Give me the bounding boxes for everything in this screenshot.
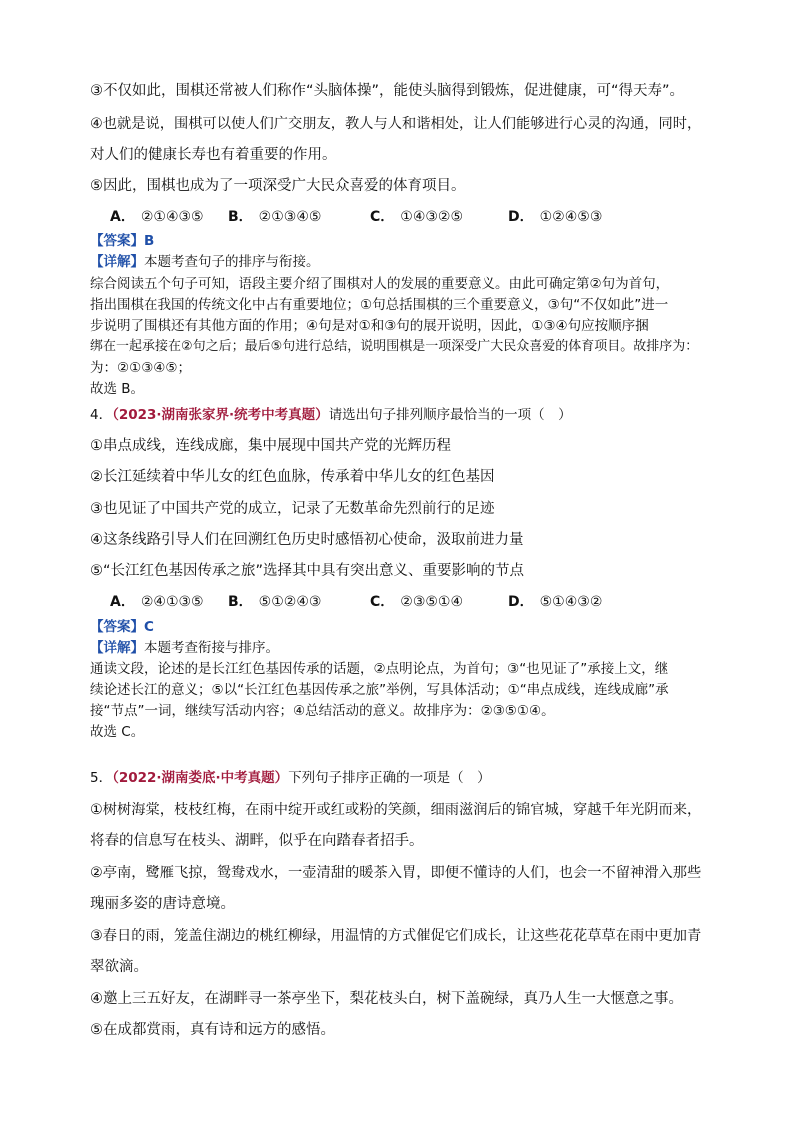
q3-explain-line: 故选 B。 <box>90 381 145 397</box>
q5-sentence: ④邀上三五好友，在湖畔寻一茶亭坐下，梨花枝头白，树下盖碗绿，真乃人生一大惬意之事。 <box>90 991 683 1007</box>
q3-explain-line: 绑在一起承接在②句之后；最后⑤句进行总结，说明围棋是一项深受广大民众喜爱的体育项目。故排序为： <box>90 339 699 354</box>
q4-explain-line: 通读文段，论述的是长江红色基因传承的话题，②点明论点，为首句；③“也见证了”承接上文，继 <box>90 661 669 677</box>
q3-explain-line: 指出围棋在我国的传统文化中占有重要地位；①句总括围棋的三个重要意义，③句“不仅如此”进一 <box>90 297 669 313</box>
q4-sentence: ④这条线路引导人们在回溯红色历史时感悟初心使命，汲取前进力量 <box>90 532 524 548</box>
q3-answer: 【答案】B <box>90 233 155 249</box>
q5-sentence: ③春日的雨，笼盖住湖边的桃红柳绿，用温情的方式催促它们成长，让这些花花草草在雨中更加青 <box>90 928 702 944</box>
q3-option-b: B． ②①③④⑤ <box>228 209 322 225</box>
q5-sentence: 瑰丽多姿的唐诗意境。 <box>90 896 235 912</box>
q4-sentence: ③也见证了中国共产党的成立，记录了无数革命先烈前行的足迹 <box>90 501 495 517</box>
q4-sentence: ①串点成线，连线成廊，集中展现中国共产党的光辉历程 <box>90 438 451 454</box>
q4-header: 4．（2023·湖南张家界·统考中考真题）请选出句子排列顺序最恰当的一项（ ） <box>90 407 572 423</box>
q5-sentence: 翠欲滴。 <box>90 959 148 975</box>
q5-sentence: ②亭南，鹭雁飞掠，鸳鸯戏水，一壶清甜的暖茶入胃，即便不懂诗的人们，也会一不留神滑入那些 <box>90 865 702 881</box>
q4-explain-line: 续论述长江的意义；⑤以“长江红色基因传承之旅”举例，写具体活动；①“串点成线，连线成廊”承 <box>90 682 669 698</box>
q4-explain-line: 接“节点”一词，继续写活动内容；④总结活动的意义。故排序为：②③⑤①④。 <box>90 703 555 719</box>
q5-header: 5．（2022·湖南娄底·中考真题）下列句子排序正确的一项是（ ） <box>90 770 491 786</box>
q3-sentence-4-cont: 对人们的健康长寿也有着重要的作用。 <box>90 147 337 163</box>
q3-explain-line: 综合阅读五个句子可知，语段主要介绍了围棋对人的发展的重要意义。由此可确定第②句为首句， <box>90 276 670 292</box>
q5-sentence: ⑤在成都赏雨，真有诗和远方的感悟。 <box>90 1022 335 1038</box>
q4-option-a: A． ②④①③⑤ <box>110 594 204 610</box>
q4-sentence: ②长江延续着中华儿女的红色血脉，传承着中华儿女的红色基因 <box>90 469 495 485</box>
q4-option-d: D． ⑤①④③② <box>508 594 603 610</box>
q5-sentence: 将春的信息写在枝头、湖畔，似乎在向踏春者招手。 <box>90 833 424 849</box>
q4-explain-header: 【详解】本题考查衔接与排序。 <box>90 640 279 656</box>
q3-sentence-4: ④也就是说，围棋可以使人们广交朋友，教人与人和谐相处，让人们能够进行心灵的沟通，同时， <box>90 116 702 132</box>
q4-sentence: ⑤“长江红色基因传承之旅”选择其中具有突出意义、重要影响的节点 <box>90 563 525 579</box>
q5-sentence: ①树树海棠，枝枝红梅，在雨中绽开或红或粉的笑颜，细雨滋润后的锦官城，穿越千年光阴而来， <box>90 802 702 818</box>
q4-option-c: C． ②③⑤①④ <box>370 594 464 610</box>
q4-answer: 【答案】C <box>90 619 154 635</box>
q3-option-a: A． ②①④③⑤ <box>110 209 204 225</box>
q3-explain-line: 为：②①③④⑤； <box>90 360 192 376</box>
q3-option-d: D． ①②④⑤③ <box>508 209 603 225</box>
q3-sentence-3: ③不仅如此，围棋还常被人们称作“头脑体操”，能使头脑得到锻炼，促进健康，可“得天寿”。 <box>90 83 685 99</box>
q3-explain-line: 步说明了围棋还有其他方面的作用；④句是对①和③句的展开说明，因此，①③④句应按顺序捆 <box>90 318 649 334</box>
q3-sentence-5: ⑤因此，围棋也成为了一项深受广大民众喜爱的体育项目。 <box>90 178 466 194</box>
q4-option-b: B． ⑤①②④③ <box>228 594 322 610</box>
q3-explain-header: 【详解】本题考查句子的排序与衔接。 <box>90 254 320 270</box>
q4-explain-line: 故选 C。 <box>90 724 145 740</box>
q3-option-c: C． ①④③②⑤ <box>370 209 464 225</box>
